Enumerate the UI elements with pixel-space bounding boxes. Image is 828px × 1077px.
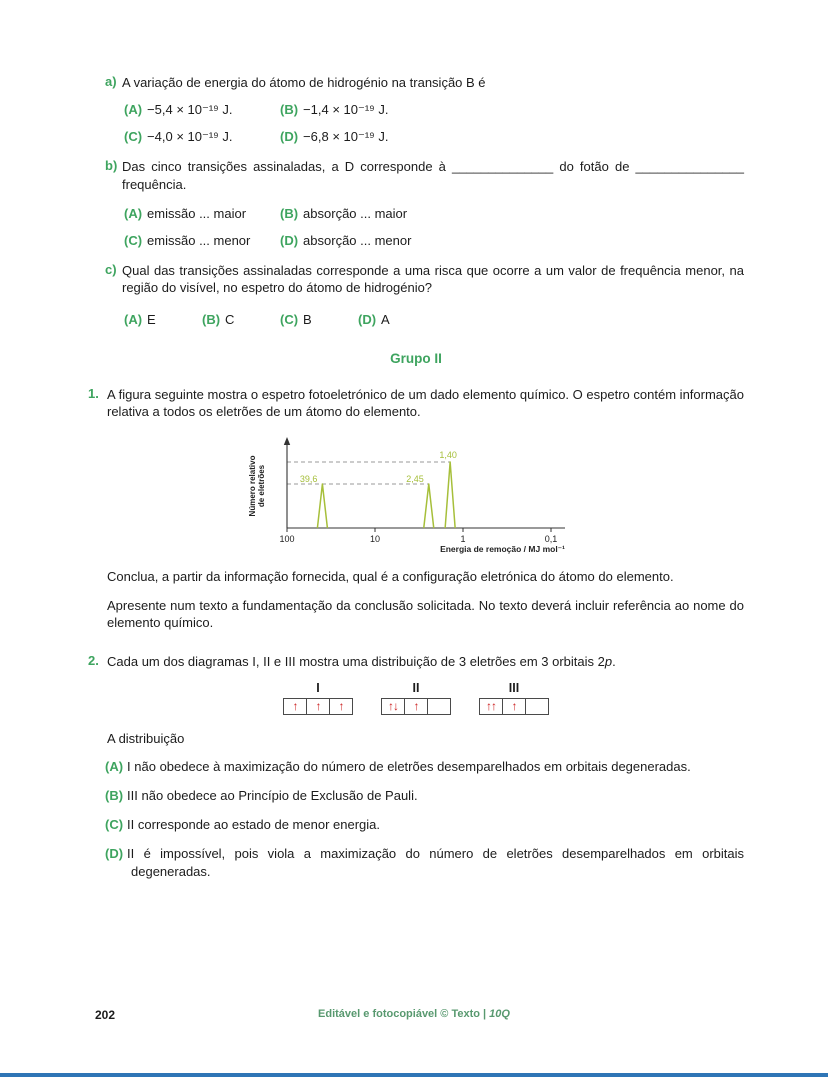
page-number: 202	[95, 1008, 116, 1022]
option-a-A	[124, 101, 280, 118]
footer-text: Editável e fotocopiável © Texto |	[318, 1008, 490, 1020]
question-2-text-italic: p	[604, 654, 613, 670]
option-letter: (D)	[358, 312, 377, 328]
orbital-box: ↑	[283, 698, 307, 715]
diagram-II-label: II	[412, 680, 420, 695]
svg-text:100: 100	[279, 533, 295, 544]
option-letter: (D)	[105, 846, 124, 862]
option-2-A	[105, 758, 744, 776]
orbital-diagrams	[88, 681, 744, 715]
svg-text:10: 10	[369, 533, 381, 544]
option-text: −1,4 × 10⁻¹⁹ J.	[303, 102, 389, 118]
option-text: C	[225, 312, 235, 328]
orbital-box: ↑	[329, 698, 353, 715]
option-letter: (B)	[202, 312, 221, 328]
option-text: −4,0 × 10⁻¹⁹ J.	[147, 129, 233, 145]
option-letter: (D)	[280, 129, 299, 145]
question-b-options	[122, 205, 744, 249]
question-2-number: 2.	[88, 653, 99, 669]
question-c	[105, 262, 744, 328]
option-b-B	[280, 205, 744, 222]
option-letter: (C)	[280, 312, 299, 328]
option-letter: (C)	[124, 129, 143, 145]
option-b-C	[124, 232, 280, 249]
page-bottom-border	[0, 1073, 828, 1077]
orbital-box	[427, 698, 451, 715]
option-letter: (A)	[124, 312, 143, 328]
option-a-C	[124, 128, 280, 145]
question-1-instruction: Apresente num texto a fundamentação da conclusão solicitada. No texto deverá incluir referência ao nome do elemento químico.	[107, 598, 744, 631]
question-2	[88, 653, 744, 670]
diagram-III-boxes	[479, 698, 549, 715]
diagram-I-label: I	[316, 680, 320, 695]
question-b-text: Das cinco transições assinaladas, a D corresponde à ______________ do fotão de _______________ frequência.	[122, 159, 744, 192]
option-c-D	[358, 311, 744, 328]
option-text: −5,4 × 10⁻¹⁹ J.	[147, 102, 233, 118]
option-text: absorção ... maior	[303, 205, 408, 221]
diagram-III	[479, 681, 549, 715]
diagram-II-boxes	[381, 698, 451, 715]
diagram-II	[381, 681, 451, 715]
option-letter: (B)	[280, 102, 299, 118]
svg-text:39,6: 39,6	[299, 473, 318, 484]
option-letter: (A)	[124, 102, 143, 118]
page-footer	[0, 1008, 828, 1020]
option-2-B	[105, 787, 744, 805]
option-b-A	[124, 205, 280, 222]
diagram-I-boxes	[283, 698, 353, 715]
option-text: II é impossível, pois viola a maximização do número de eletrões desemparelhados em orbitais degeneradas.	[127, 846, 744, 880]
orbital-box: ↑	[306, 698, 330, 715]
option-letter: (C)	[124, 232, 143, 248]
svg-text:2,45: 2,45	[406, 473, 424, 484]
question-2-intro: A distribuição	[107, 730, 185, 746]
question-a-options	[122, 101, 744, 145]
question-2-text-end: .	[612, 654, 616, 670]
question-a	[105, 74, 744, 145]
orbital-box: ↑↑	[479, 698, 503, 715]
orbital-box: ↑	[502, 698, 526, 715]
option-text: −6,8 × 10⁻¹⁹ J.	[303, 129, 389, 145]
orbital-box: ↑	[404, 698, 428, 715]
option-c-C	[280, 311, 358, 328]
photoelectron-spectrum-chart	[241, 428, 591, 556]
question-c-text: Qual das transições assinaladas corresponde a uma risca que ocorre a um valor de frequência menor, na região do visível, no espetro do átomo de hidrogénio?	[122, 263, 744, 296]
question-1-task: Conclua, a partir da informação fornecida, qual é a configuração eletrónica do átomo do elemento.	[107, 568, 674, 584]
pes-chart-svg	[241, 428, 591, 556]
footer-edition: 10Q	[489, 1008, 510, 1020]
option-letter: (B)	[280, 205, 299, 221]
diagram-I	[283, 681, 353, 715]
footer-center	[0, 1008, 828, 1020]
svg-text:0,1: 0,1	[544, 533, 558, 544]
option-text: absorção ... menor	[303, 232, 412, 248]
question-b	[105, 158, 744, 249]
svg-text:1: 1	[460, 533, 466, 544]
question-1	[88, 386, 744, 420]
question-2-options	[105, 758, 744, 882]
question-c-options	[122, 311, 744, 328]
option-text: A	[381, 312, 390, 328]
option-a-B	[280, 101, 744, 118]
option-letter: (C)	[105, 817, 124, 833]
option-2-D	[105, 845, 744, 881]
svg-text:Número relativode eletrões: Número relativode eletrões	[248, 455, 266, 517]
question-2-text-start: Cada um dos diagramas I, II e III mostra uma distribuição de 3 eletrões em 3 orbitais 2	[107, 654, 605, 670]
svg-text:1,40: 1,40	[439, 449, 457, 460]
svg-text:Energia de remoção / MJ mol⁻¹: Energia de remoção / MJ mol⁻¹	[440, 543, 565, 554]
option-a-D	[280, 128, 744, 145]
option-letter: (B)	[105, 787, 124, 803]
option-text: III não obedece ao Princípio de Exclusão de Pauli.	[127, 787, 418, 803]
option-2-C	[105, 816, 744, 834]
option-letter: (D)	[280, 232, 299, 248]
option-letter: (A)	[105, 758, 124, 774]
orbital-box: ↑↓	[381, 698, 405, 715]
diagram-III-label: III	[508, 680, 520, 695]
option-c-B	[202, 311, 280, 328]
question-1-text: A figura seguinte mostra o espetro fotoeletrónico de um dado elemento químico. O espetro contém informação relativa a todos os eletrões de um átomo do elemento.	[107, 386, 744, 419]
option-c-A	[124, 311, 202, 328]
option-letter: (A)	[124, 205, 143, 221]
question-a-label: a)	[105, 74, 117, 89]
question-a-text: A variação de energia do átomo de hidrogénio na transição B é	[122, 75, 486, 90]
question-c-label: c)	[105, 262, 117, 278]
question-2-text	[107, 653, 744, 670]
question-1-number: 1.	[88, 385, 99, 401]
group-heading: Grupo II	[390, 350, 442, 366]
option-text: II corresponde ao estado de menor energia.	[127, 817, 380, 833]
option-text: E	[147, 312, 156, 328]
option-text: B	[303, 312, 312, 328]
option-text: emissão ... maior	[147, 205, 247, 221]
option-text: I não obedece à maximização do número de eletrões desemparelhados em orbitais degeneradas.	[127, 758, 691, 774]
option-text: emissão ... menor	[147, 232, 251, 248]
orbital-box	[525, 698, 549, 715]
question-b-label: b)	[105, 158, 118, 174]
option-b-D	[280, 232, 744, 249]
